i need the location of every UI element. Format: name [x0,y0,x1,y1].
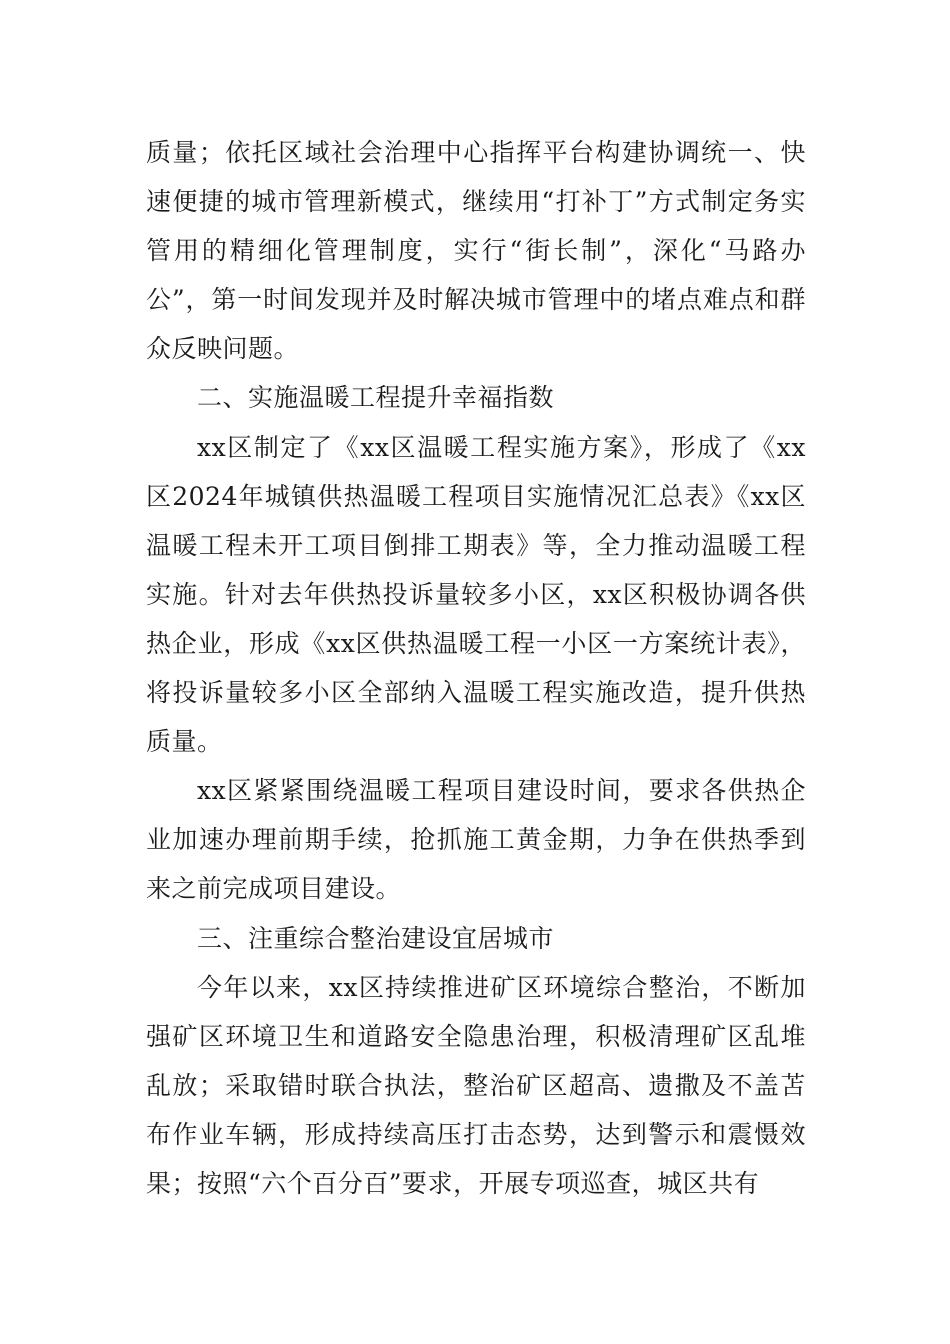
paragraph-2: xx区制定了《xx区温暖工程实施方案》，形成了《xx区2024年城镇供热温暖工程项目实施情况汇总表》《xx区温暖工程未开工项目倒排工期表》等，全力推动温暖工程实施。针对去年供热投诉量较多小区，xx区积极协调各供热企业，形成《xx区供热温暖工程一小区一方案统计表》，将投诉量较多小区全部纳入温暖工程实施改造，提升供热质量。 [146,432,806,757]
heading-section-2: 二、实施温暖工程提升幸福指数 [197,383,555,413]
paragraph-3: xx区紧紧围绕温暖工程项目建设时间，要求各供热企业加速办理前期手续，抢抓施工黄金期，力争在供热季到来之前完成项目建设。 [146,776,806,904]
heading-section-3: 三、注重综合整治建设宜居城市 [197,923,555,953]
document-body [146,128,806,1208]
paragraph-1: 质量；依托区域社会治理中心指挥平台构建协调统一、快速便捷的城市管理新模式，继续用“打补丁”方式制定务实管用的精细化管理制度，实行“街长制”，深化“马路办公”，第一时间发现并及时解决城市管理中的堵点难点和群众反映问题。 [146,138,806,364]
paragraph-4: 今年以来，xx区持续推进矿区环境综合整治，不断加强矿区环境卫生和道路安全隐患治理，积极清理矿区乱堆乱放；采取错时联合执法，整治矿区超高、遗撒及不盖苫布作业车辆，形成持续高压打击态势，达到警示和震慑效果；按照“六个百分百”要求，开展专项巡查，城区共有 [146,972,806,1198]
